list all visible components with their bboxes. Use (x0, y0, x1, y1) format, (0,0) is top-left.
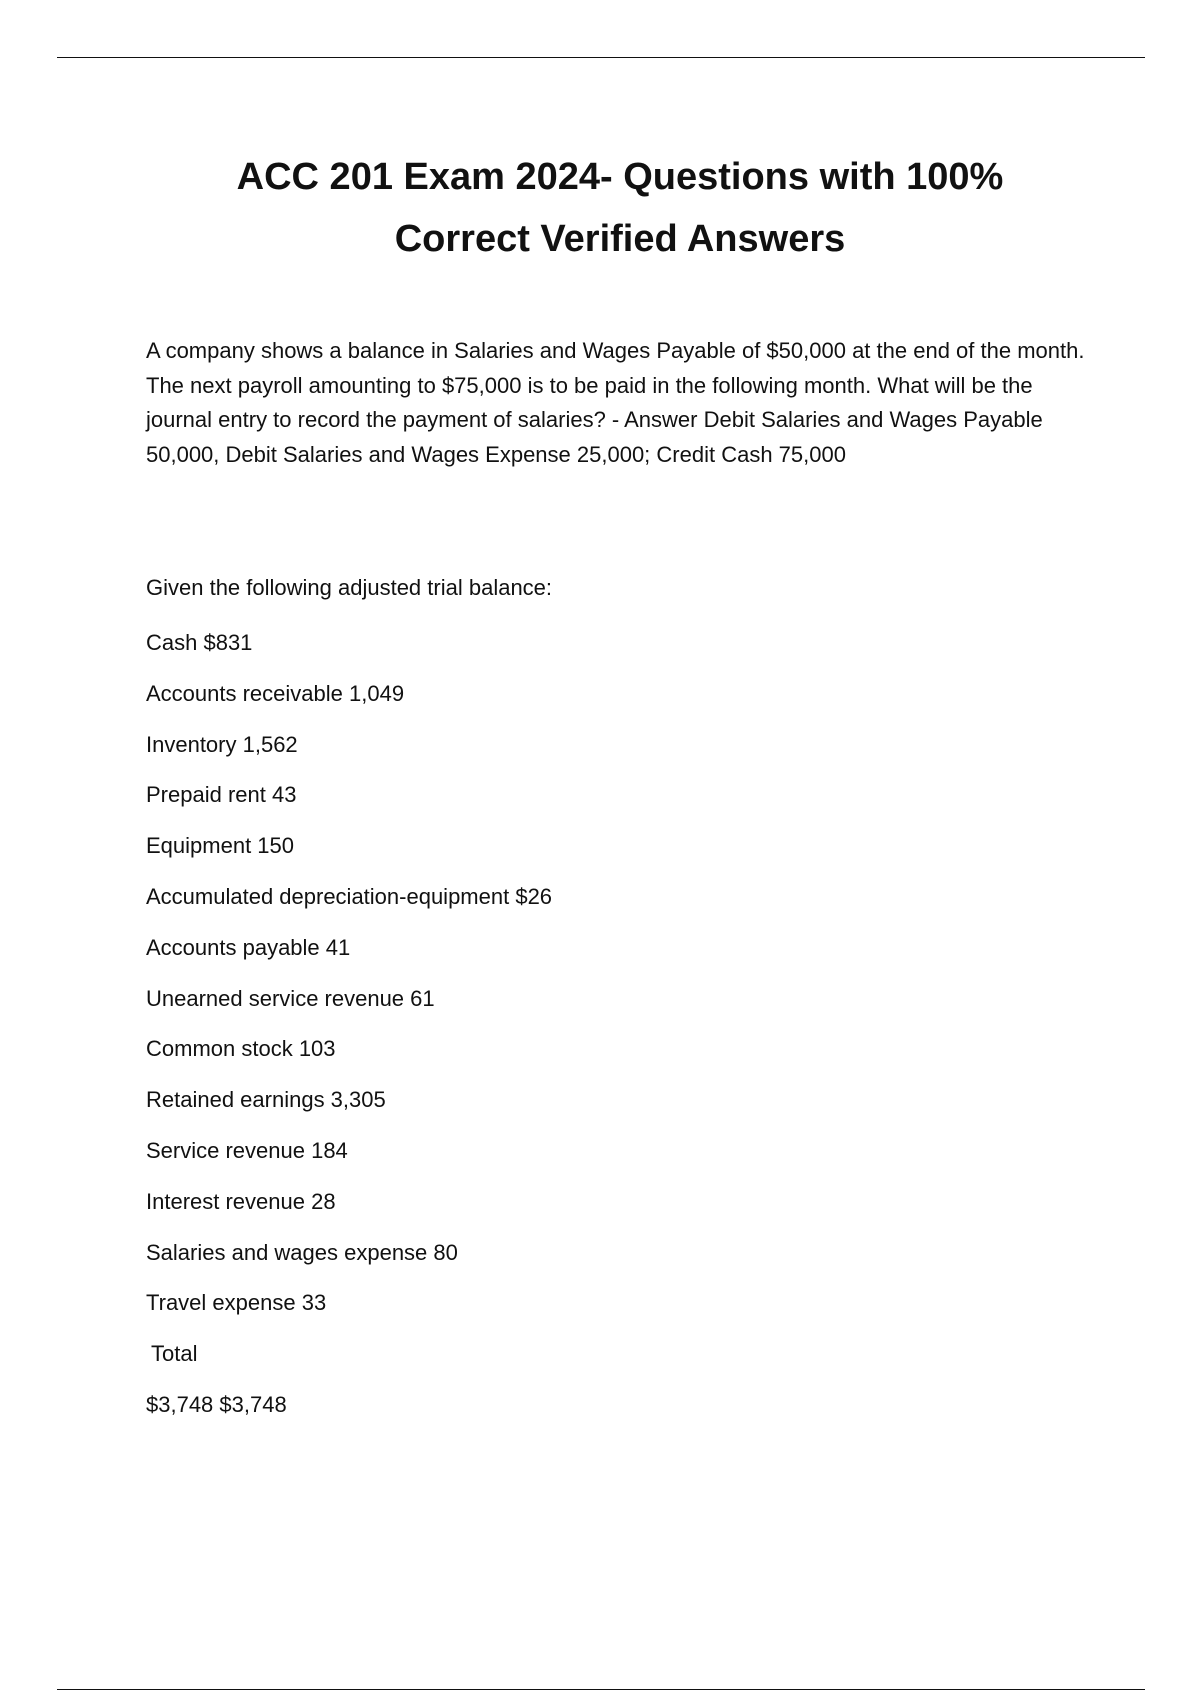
header-rule (57, 57, 1145, 58)
trial-line-total-values: $3,748 $3,748 (146, 1391, 287, 1417)
trial-line-accounts-payable: Accounts payable 41 (146, 934, 351, 960)
question-block (146, 334, 1096, 472)
title-line-2: Correct Verified Answers (394, 218, 846, 260)
trial-line-equipment: Equipment 150 (146, 833, 294, 859)
trial-line-salaries-expense: Salaries and wages expense 80 (146, 1239, 458, 1265)
trial-line-accounts-receivable: Accounts receivable 1,049 (146, 680, 405, 706)
question-answer-1: A company shows a balance in Salaries and Wages Payable of $50,000 at the end of the month. The next payroll amounting to $75,000 is to be paid in the following month. What will be the journal entry to record the payment of salaries? - Answer Debit Salaries and Wages Payable 50,000, Debit Salaries and Wages Expense 25,000; Credit Cash 75,000 (146, 338, 1085, 467)
trial-line-unearned-revenue: Unearned service revenue 61 (146, 985, 435, 1011)
trial-line-interest-revenue: Interest revenue 28 (146, 1188, 336, 1214)
trial-line-travel-expense: Travel expense 33 (146, 1290, 327, 1316)
trial-line-total-label: Total (151, 1341, 198, 1367)
title-line-1: ACC 201 Exam 2024- Questions with 100% (236, 156, 1004, 198)
document-title (0, 146, 1200, 270)
trial-balance-list (146, 626, 552, 1439)
trial-line-service-revenue: Service revenue 184 (146, 1137, 348, 1163)
trial-balance-intro: Given the following adjusted trial balance: (146, 575, 553, 600)
trial-line-prepaid-rent: Prepaid rent 43 (146, 782, 297, 808)
trial-line-cash: Cash $831 (146, 630, 253, 655)
footer-rule (57, 1689, 1145, 1690)
trial-line-accumulated-depreciation: Accumulated depreciation-equipment $26 (146, 883, 553, 909)
trial-line-inventory: Inventory 1,562 (146, 731, 298, 757)
trial-line-retained-earnings: Retained earnings 3,305 (146, 1087, 386, 1113)
trial-line-common-stock: Common stock 103 (146, 1036, 336, 1062)
